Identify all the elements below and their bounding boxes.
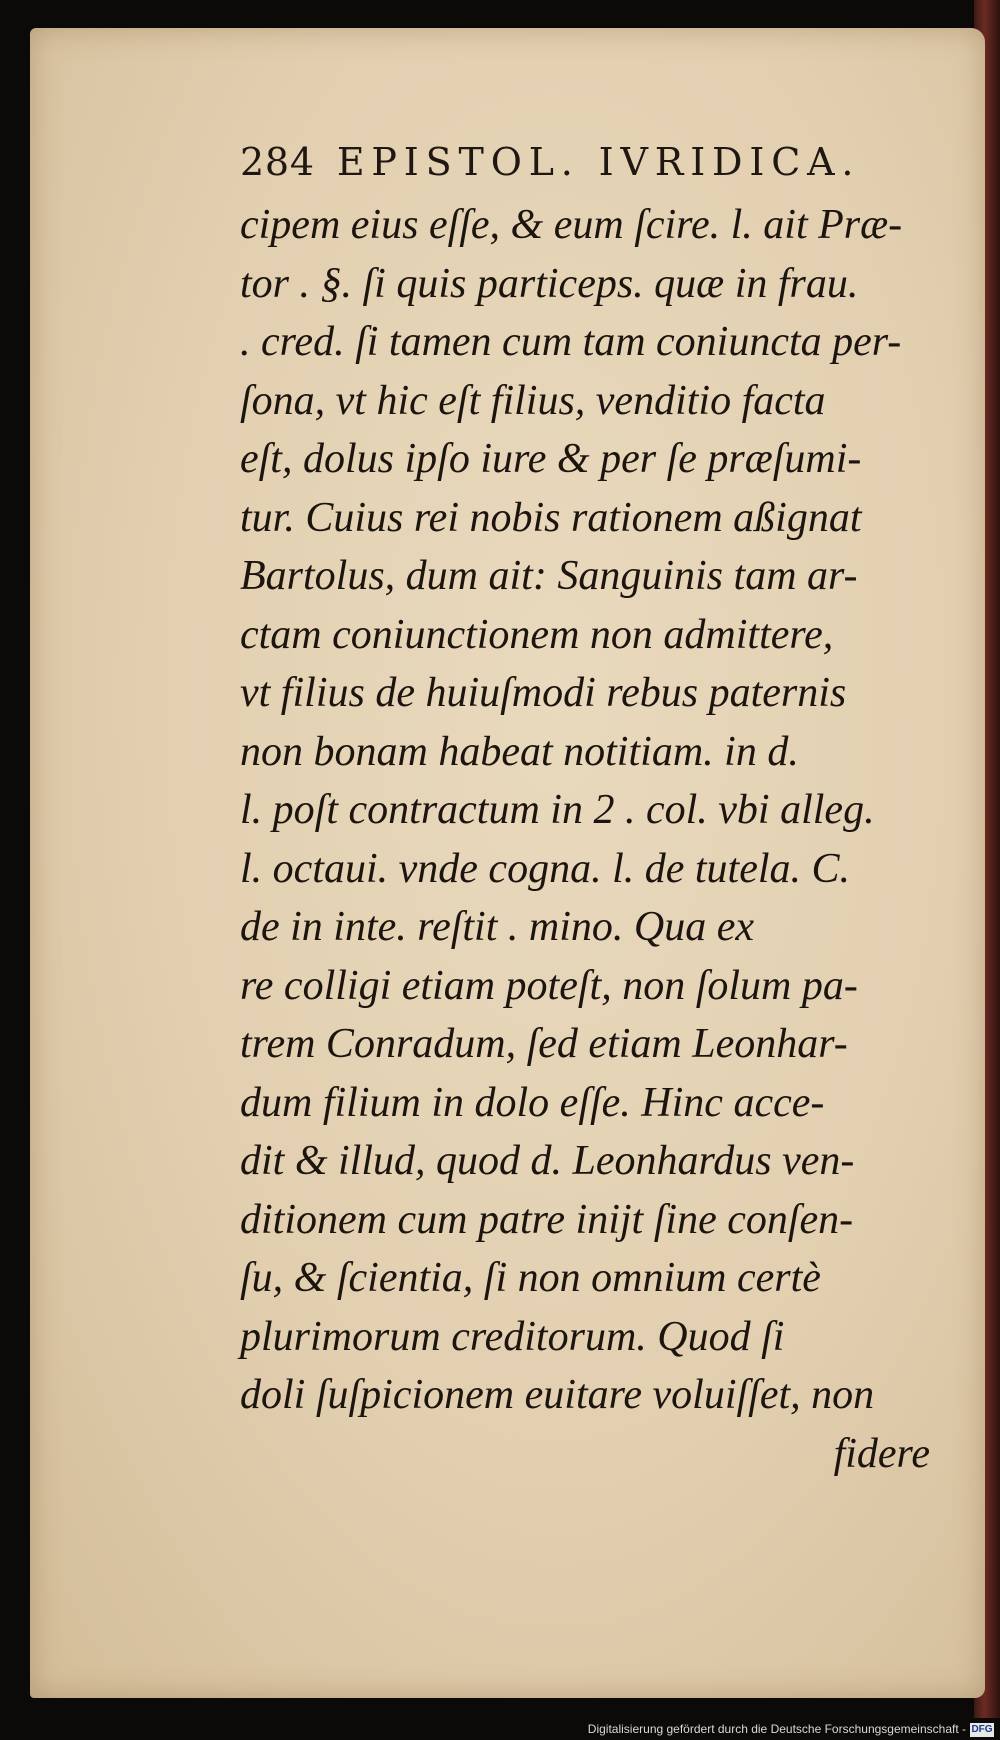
text-line: dit & illud, quod d. Leonhardus ven- bbox=[240, 1138, 855, 1184]
body-text bbox=[240, 196, 940, 1483]
text-line: . cred. ſi tamen cum tam coniuncta per- bbox=[240, 319, 902, 365]
text-line: Bartolus, dum ait: Sanguinis tam ar- bbox=[240, 553, 858, 599]
digitization-credit: Digitalisierung gefördert durch die Deutsche Forschungsgemeinschaft - bbox=[587, 1722, 966, 1736]
catchword: fidere bbox=[833, 1430, 930, 1477]
footer-bar bbox=[0, 1718, 1000, 1740]
text-line: tor . §. ſi quis particeps. quæ in frau. bbox=[240, 260, 859, 307]
text-line: eſt, dolus ipſo iure & per ſe præſumi- bbox=[240, 436, 862, 482]
dfg-logo-icon: DFG bbox=[971, 1724, 993, 1735]
text-line: cipem eius eſſe, & eum ſcire. l. ait Præ- bbox=[240, 202, 903, 248]
running-header bbox=[240, 140, 880, 184]
text-line: ſu, & ſcientia, ſi non omnium certè bbox=[240, 1255, 821, 1301]
text-line: l. poſt contractum in 2 . col. vbi alleg. bbox=[240, 787, 875, 833]
text-line: plurimorum creditorum. Quod ſi bbox=[240, 1313, 785, 1360]
text-line: ditionem cum patre inijt ſine conſen- bbox=[240, 1196, 854, 1243]
text-line: l. octaui. vnde cogna. l. de tutela. C. bbox=[240, 845, 851, 892]
page-number: 284 bbox=[240, 140, 315, 184]
text-line: dum filium in dolo eſſe. Hinc acce- bbox=[240, 1079, 825, 1126]
running-title: EPISTOL. IVRIDICA. bbox=[336, 140, 861, 184]
text-line: doli ſuſpicionem euitare voluiſſet, non bbox=[240, 1372, 875, 1418]
text-line: vt filius de huiuſmodi rebus paternis bbox=[240, 670, 847, 716]
text-line: de in inte. reſtit . mino. Qua ex bbox=[240, 904, 755, 950]
text-line: tur. Cuius rei nobis rationem aßignat bbox=[240, 494, 862, 541]
text-line: ctam coniunctionem non admittere, bbox=[240, 611, 834, 658]
text-line: non bonam habeat notitiam. in d. bbox=[240, 728, 799, 775]
text-line: ſona, vt hic eſt filius, venditio facta bbox=[240, 377, 826, 424]
text-line: trem Conradum, ſed etiam Leonhar- bbox=[240, 1021, 848, 1067]
text-line: re colligi etiam poteſt, non ſolum pa- bbox=[240, 962, 858, 1009]
